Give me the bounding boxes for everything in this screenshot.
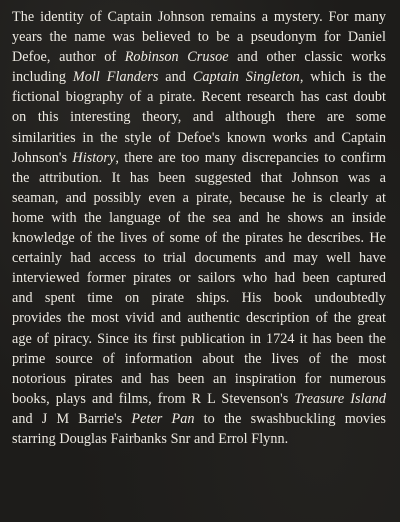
- text-line: and J M Barrie's Peter Pan to the swashbuckling movies: [12, 410, 386, 427]
- text-line: books, plays and films, from R L Stevenson's Treasure Island: [12, 390, 387, 407]
- italic-title: Treasure Island: [294, 390, 387, 407]
- text-line: on this interesting theory, and although there are some: [12, 109, 386, 126]
- text-line: similarities in the style of Defoe's known works and Captain: [12, 129, 386, 146]
- text-line: interviewed former pirates or sailors who had been captured: [12, 270, 386, 287]
- body-paragraph: [12, 7, 386, 449]
- text-line: the attribution. It has been suggested that Johnson was a: [12, 169, 386, 186]
- text-line: knowledge of the lives of some of the pirates he describes. He: [12, 230, 386, 247]
- text-line: home with the language of the sea and he shows an inside: [12, 209, 386, 226]
- italic-title: Robinson Crusoe: [124, 49, 229, 66]
- text-line: years the name was believed to be a pseudonym for Daniel: [12, 29, 386, 46]
- text-line: certainly had access to trial documents and may well have: [12, 250, 386, 267]
- italic-title: Captain Singleton: [192, 69, 300, 86]
- text-line: The identity of Captain Johnson remains a mystery. For many: [12, 9, 386, 25]
- text-line: fictional biography of a pirate. Recent research has cast doubt: [12, 89, 386, 106]
- italic-title: History: [72, 149, 116, 166]
- text-line: provides the most vivid and authentic description of the great: [12, 310, 386, 327]
- text-line: notorious pirates and has been an inspiration for numerous: [12, 370, 386, 387]
- text-line: seaman, and possibly even a pirate, because he is clearly at: [12, 189, 386, 206]
- text-line: starring Douglas Fairbanks Snr and Errol Flynn.: [12, 430, 289, 447]
- italic-title: Moll Flanders: [72, 69, 159, 86]
- text-line: including Moll Flanders and Captain Singleton, which is the: [12, 69, 386, 86]
- italic-title: Peter Pan: [131, 410, 195, 427]
- text-line: Defoe, author of Robinson Crusoe and other classic works: [12, 49, 387, 66]
- text-line: and spent time on pirate ships. His book undoubtedly: [12, 290, 386, 307]
- text-line: age of piracy. Since its first publication in 1724 it has been the: [12, 330, 386, 347]
- text-line: Johnson's History, there are too many discrepancies to confirm: [12, 149, 386, 166]
- text-line: prime source of information about the lives of the most: [12, 350, 386, 367]
